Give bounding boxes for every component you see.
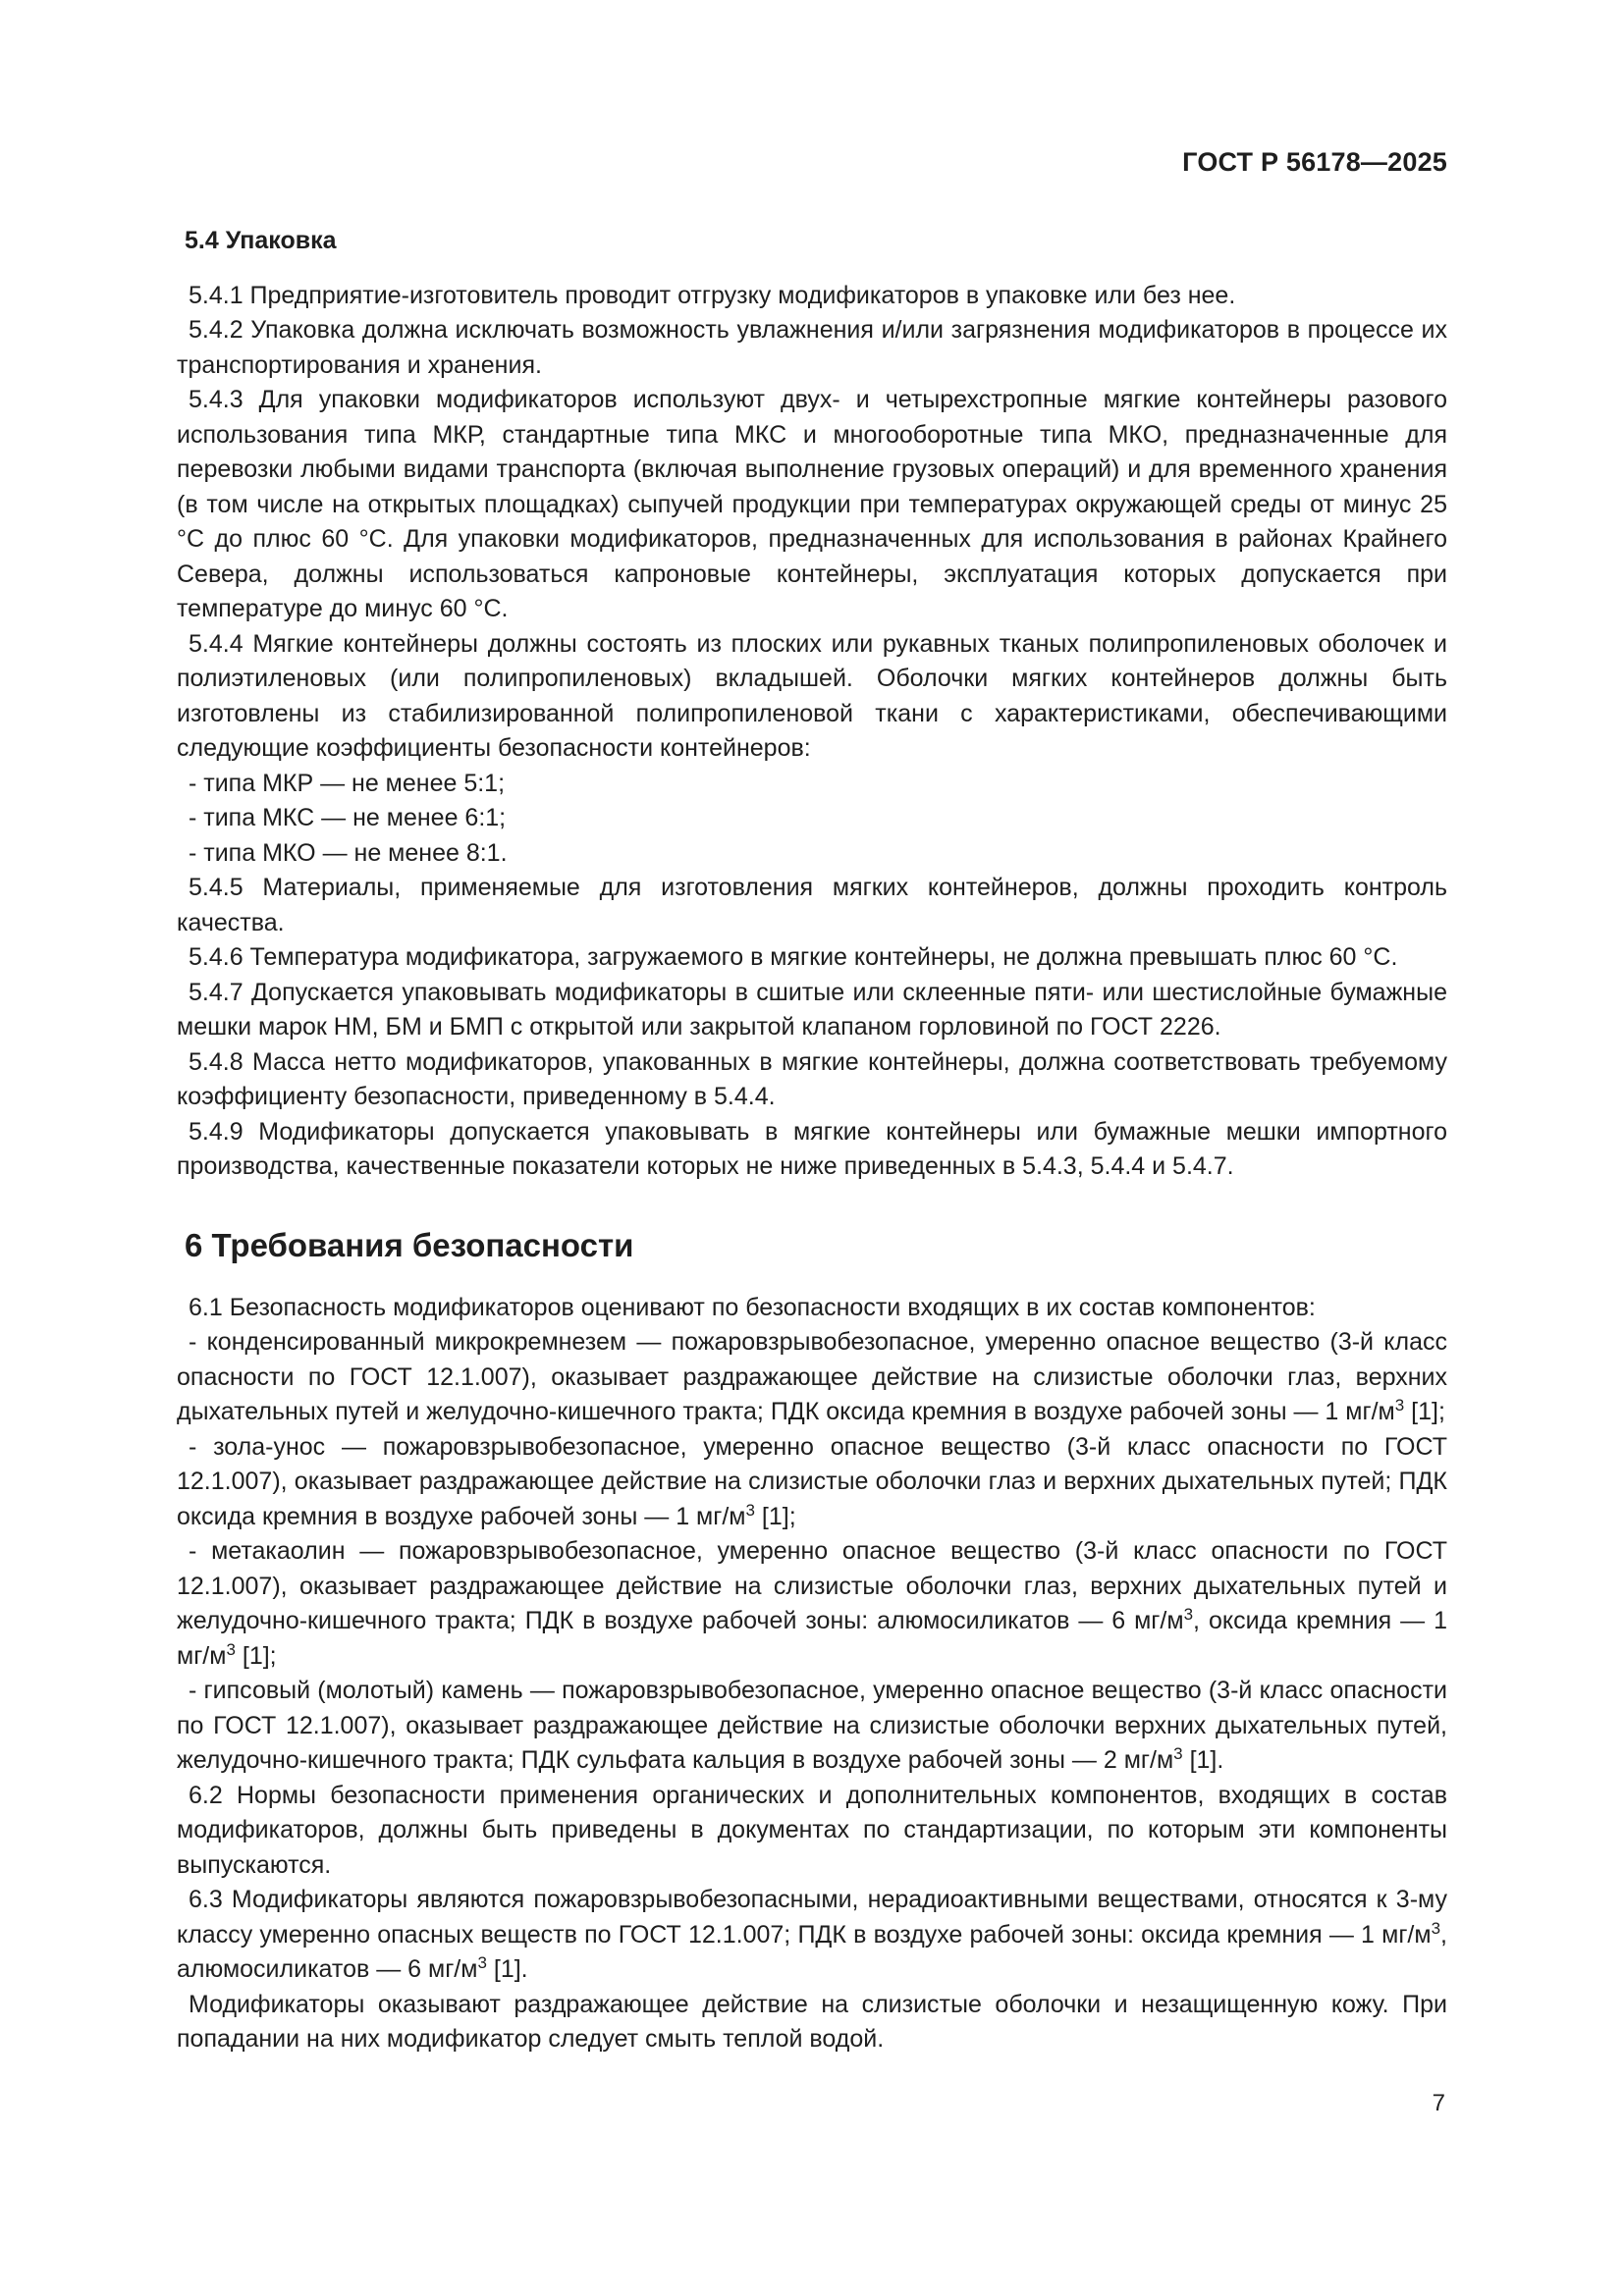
bullet-metakaolin-text-continued: , оксида кремния — 1 мг/м: [177, 1607, 1448, 1670]
list-item-mkr: - типа МКР — не менее 5:1;: [189, 769, 506, 797]
paragraph-6-1: 6.1 Безопасность модификаторов оценивают по безопасности входящих в их состав компонентов:: [189, 1293, 1316, 1321]
bullet-gypsum-text: - гипсовый (молотый) камень — пожаровзрывобезопасное, умеренно опасное вещество (3-й класс опасности по ГОСТ 12.1.007), оказывает раздражающее действие на слизистые оболочки верхних дыхательных путей, желудочно-кишечного тракта; ПДК сульфата кальция в воздухе рабочей зоны — 2 мг/м: [177, 1677, 1447, 1774]
bullet-microsilica-text: - конденсированный микрокремнезем — пожаровзрывобезопасное, умеренно опасное вещество (3-й класс опасности по ГОСТ 12.1.007), оказывает раздражающее действие на слизистые оболочки глаз, верхних дыхательных путей и желудочно-кишечного тракта; ПДК оксида кремния в воздухе рабочей зоны — 1 мг/м: [177, 1328, 1447, 1425]
bullet-fly-ash-text: - зола-унос — пожаровзрывобезопасное, умеренно опасное вещество (3-й класс опасности по ГОСТ 12.1.007), оказывает раздражающее действие на слизистые оболочки глаз и верхних дыхательных путей; ПДК оксида кремния в воздухе рабочей зоны — 1 мг/м: [177, 1432, 1447, 1530]
paragraph-5-4-4: 5.4.4 Мягкие контейнеры должны состоять из плоских или рукавных тканых полипропиленовых оболочек и полиэтиленовых (или полипропиленовых) вкладышей. Оболочки мягких контейнеров должны быть изготовлены из стабилизированной полипропиленовой ткани с характеристиками, обеспечивающими следующие коэффициенты безопасности контейнеров:: [177, 629, 1447, 762]
list-item-mks: - типа МКС — не менее 6:1;: [189, 804, 507, 831]
paragraph-6-2: 6.2 Нормы безопасности применения органических и дополнительных компонентов, входящих в состав модификаторов, должны быть приведены в документах по стандартизации, по которым эти компоненты выпускаются.: [177, 1781, 1447, 1879]
paragraph-6-3-note: Модификаторы оказывают раздражающее действие на слизистые оболочки и незащищенную кожу. При попадании на них модификатор следует смыть теплой водой.: [177, 1990, 1447, 2053]
document-code-header: ГОСТ Р 56178—2025: [1182, 147, 1447, 177]
superscript: 3: [477, 1953, 487, 1972]
superscript: 3: [1394, 1396, 1405, 1415]
paragraph-5-4-3: 5.4.3 Для упаковки модификаторов используют двух- и четырехстропные мягкие контейнеры разового использования типа МКР, стандартные типа МКС и многооборотные типа МКО, предназначенные для перевозки любыми видами транспорта (включая выполнение грузовых операций) и для временного хранения (в том числе на открытых площадках) сыпучей продукции при температурах окружающей среды от минус 25 °С до плюс 60 °С. Для упаковки модификаторов, предназначенных для использования в районах Крайнего Севера, должны использоваться капроновые контейнеры, эксплуатация которых допускается при температуре до минус 60 °С.: [177, 386, 1447, 622]
superscript: 3: [1431, 1918, 1441, 1938]
bullet-metakaolin-text: - метакаолин — пожаровзрывобезопасное, умеренно опасное вещество (3-й класс опасности по ГОСТ 12.1.007), оказывает раздражающее действие на слизистые оболочки глаз, верхних дыхательных путей и желудочно-кишечного тракта; ПДК в воздухе рабочей зоны: алюмосиликатов — 6 мг/м: [177, 1537, 1447, 1634]
bullet-metakaolin: [177, 1534, 1447, 1674]
reference: [1].: [486, 1955, 528, 1983]
paragraph-6-3-text: 6.3 Модификаторы являются пожаровзрывобезопасными, нерадиоактивными веществами, относятся к 3-му классу умеренно опасных веществ по ГОСТ 12.1.007; ПДК в воздухе рабочей зоны: оксида кремния — 1 мг/м: [177, 1886, 1447, 1949]
paragraph-5-4-9: 5.4.9 Модификаторы допускается упаковывать в мягкие контейнеры или бумажные мешки импортного производства, качественные показатели которых не ниже приведенных в 5.4.3, 5.4.4 и 5.4.7.: [177, 1117, 1447, 1180]
paragraph-5-4-1: 5.4.1 Предприятие-изготовитель проводит отгрузку модификаторов в упаковке или без нее.: [189, 281, 1236, 309]
paragraph-5-4-7: 5.4.7 Допускается упаковывать модификаторы в сшитые или склеенные пяти- или шестислойные бумажные мешки марок НМ, БМ и БМП с открытой или закрытой клапаном горловиной по ГОСТ 2226.: [177, 978, 1447, 1041]
reference: [1];: [754, 1502, 796, 1530]
page-content: [177, 224, 1447, 2057]
superscript: 3: [226, 1639, 236, 1659]
subsection-title-packaging: 5.4 Упаковка: [185, 227, 337, 254]
section-title-safety: 6 Требования безопасности: [185, 1226, 634, 1263]
page-number: 7: [1432, 2090, 1445, 2116]
superscript: 3: [1183, 1605, 1194, 1624]
paragraph-6-3: [177, 1883, 1447, 1988]
list-item-mko: - типа МКО — не менее 8:1.: [189, 838, 508, 867]
bullet-gypsum: [177, 1674, 1447, 1779]
superscript: 3: [1173, 1744, 1183, 1763]
paragraph-5-4-5: 5.4.5 Материалы, применяемые для изготовления мягких контейнеров, должны проходить контроль качества.: [177, 874, 1447, 936]
bullet-microsilica: [177, 1325, 1447, 1430]
reference: [1];: [235, 1641, 277, 1670]
superscript: 3: [745, 1500, 755, 1520]
paragraph-6-3-text-continued: , алюмосиликатов — 6 мг/м: [177, 1920, 1447, 1983]
bullet-fly-ash: [177, 1430, 1447, 1535]
paragraph-5-4-2: 5.4.2 Упаковка должна исключать возможность увлажнения и/или загрязнения модификаторов в процессе их транспортирования и хранения.: [177, 316, 1447, 379]
paragraph-5-4-8: 5.4.8 Масса нетто модификаторов, упакованных в мягкие контейнеры, должна соответствовать требуемому коэффициенту безопасности, приведенному в 5.4.4.: [177, 1047, 1447, 1110]
reference: [1];: [1404, 1398, 1445, 1425]
paragraph-5-4-6: 5.4.6 Температура модификатора, загружаемого в мягкие контейнеры, не должна превышать плюс 60 °С.: [189, 943, 1398, 971]
reference: [1].: [1182, 1746, 1224, 1774]
